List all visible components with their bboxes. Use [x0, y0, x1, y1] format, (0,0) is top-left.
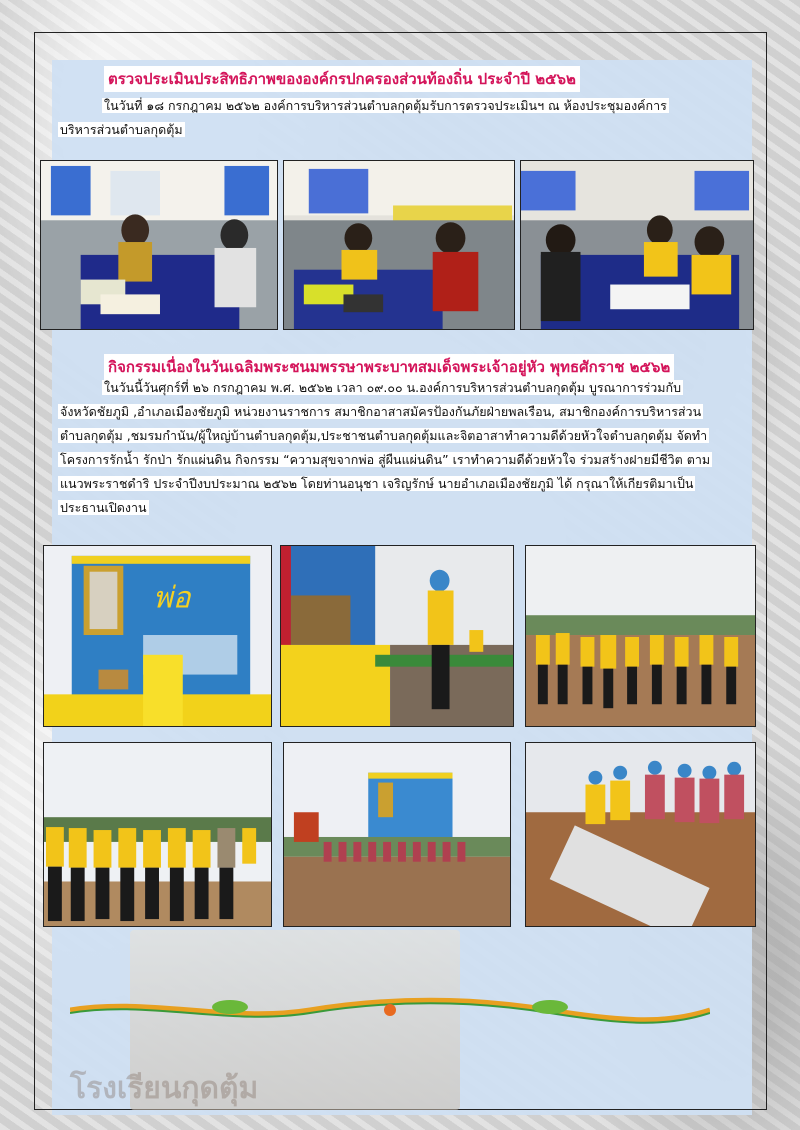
background-watermark: โรงเรียนกุดตุ้ม	[70, 1071, 259, 1106]
section2-paragraph	[58, 376, 712, 520]
photo-chairman-salute	[280, 545, 514, 727]
photo-weir-building	[525, 742, 756, 927]
section2-line-6: ประธานเปิดงาน	[60, 500, 147, 515]
photo-assessment-2	[283, 160, 515, 330]
section1-paragraph	[58, 94, 669, 142]
photo-assessment-3	[520, 160, 754, 330]
section1-line-1: ในวันที่ ๑๘ กรกฎาคม ๒๕๖๒ องค์การบริหารส่วนตำบลกุดตุ้มรับการตรวจประเมินฯ ณ ห้องประชุมองค์การ	[104, 98, 667, 113]
photo-officials-line	[43, 742, 272, 927]
photo-crowd-salute	[525, 545, 756, 727]
section2-line-5: แนวพระราชดำริ ประจำปีงบประมาณ ๒๕๖๒ โดยท่านอนุชา เจริญรักษ์ นายอำเภอเมืองชัยภูมิ ได้ กรุณาให้เกียรติมาเป็น	[60, 476, 694, 491]
photo-ceremony-stage	[43, 545, 272, 727]
section2-heading: กิจกรรมเนื่องในวันเฉลิมพระชนมพรรษาพระบาทสมเด็จพระเจ้าอยู่หัว พุทธศักราช ๒๕๖๒	[104, 354, 674, 380]
section2-line-3: ตำบลกุดตุ้ม ,ชมรมกำนัน/ผู้ใหญ่บ้านตำบลกุดตุ้ม,ประชาชนตำบลกุดตุ้มและจิตอาสาทำความดีด้วยหัวใจตำบลกุดตุ้ม จัดทำ	[60, 428, 708, 443]
svg-text:พ่อ: พ่อ	[153, 580, 191, 616]
photo-field-assembly	[283, 742, 511, 927]
section1-line-2: บริหารส่วนตำบลกุดตุ้ม	[60, 122, 183, 137]
photo-assessment-1	[40, 160, 278, 330]
section2-line-4: โครงการรักน้ำ รักป่า รักแผ่นดิน กิจกรรม “ความสุขจากพ่อ สู่ผืนแผ่นดิน” เราทำความดีด้วยหัวใจ ร่วมสร้างฝายมีชีวิต ตาม	[60, 452, 711, 467]
section2-line-1: ในวันนี้วันศุกร์ที่ ๒๖ กรกฎาคม พ.ศ. ๒๕๖๒ เวลา ๐๙.๐๐ น.องค์การบริหารส่วนตำบลกุดตุ้ม บูรณาการร่วมกับ	[104, 380, 682, 395]
section1-heading: ตรวจประเมินประสิทธิภาพขององค์กรปกครองส่วนท้องถิ่น ประจำปี ๒๕๖๒	[104, 66, 580, 92]
decorative-divider	[70, 995, 710, 1025]
section2-line-2: จังหวัดชัยภูมิ ,อำเภอเมืองชัยภูมิ หน่วยงานราชการ สมาชิกอาสาสมัครป้องกันภัยฝ่ายพลเรือน, สมาชิกองค์การบริหารส่วน	[60, 404, 702, 419]
